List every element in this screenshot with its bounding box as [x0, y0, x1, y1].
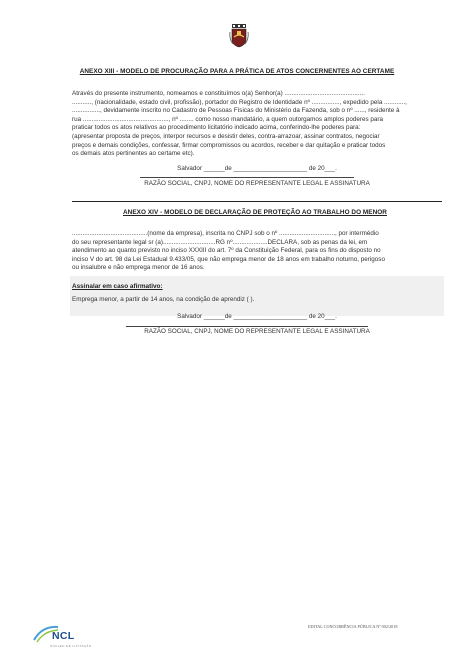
- annex-14-title: ANEXO XIV - MODELO DE DECLARAÇÃO DE PROTEÇÃO AO TRABALHO DO MENOR: [123, 209, 387, 216]
- annex-13-line: os demais atos pertinentes ao certame etc).: [72, 150, 195, 158]
- annex-14-signature-label: RAZÃO SOCIAL, CNPJ, NOME DO REPRESENTANTE LEGAL E ASSINATURA: [144, 328, 370, 335]
- annex-13-title: ANEXO XIII - MODELO DE PROCURAÇÃO PARA A PRÁTICA DE ATOS CONCERNENTES AO CERTAME: [79, 68, 395, 75]
- annex-14-line: ...........................................(nome da empresa), inscrita no CNPJ sob o nº ................................, por intermédio: [72, 230, 379, 237]
- annex-13-line: praticar todos os atos relativos ao procedimento licitatório indicado acima, conferindo-lhe poderes para:: [72, 124, 361, 132]
- logo-text: NCL: [52, 630, 75, 642]
- coat-of-arms-icon: [229, 24, 249, 48]
- section-divider: [72, 201, 442, 202]
- annex-14-signature-rule: [126, 326, 368, 327]
- annex-13-line: ..........., (nacionalidade, estado civil, profissão), portador do Registro de Identidade nº ................, expedido pela ............,: [72, 98, 407, 106]
- annex-13-line: preços e demais condições, confessar, firmar compromissos ou acordos, receber e dar quitação e praticar todos: [72, 141, 386, 149]
- annex-13-line: Através do presente instrumento, nomeamos e constituímos o(a) Senhor(a) ..............................................: [72, 90, 365, 97]
- annex-14-line: inciso V do art. 98 da Lei Estadual 9.433/05, que não emprega menor de 18 anos em trabalho noturno, perigoso: [72, 255, 385, 263]
- annex-13-line: ................, devidamente inscrito no Cadastro de Pessoas Físicas do Ministério da Fazenda, sob o nº ......, residente à: [72, 107, 400, 115]
- footer-edital: EDITAL CONCORRÊNCIA PÚBLICA Nº 002/2018: [308, 624, 398, 629]
- annex-14-line: atendimento ao quanto previsto no inciso XXXIII do art. 7º da Constituição Federal, para os fins do disposto no: [72, 247, 381, 255]
- annex-14-line: ou insalubre e não emprega menor de 16 anos.: [72, 264, 205, 272]
- annex-13-body: [72, 90, 442, 159]
- annex-14-body: [72, 230, 442, 273]
- annex-13-signature-rule: [140, 177, 354, 178]
- assinalar-label: Assinalar em caso afirmativo:: [72, 283, 163, 290]
- aprendiz-line: Emprega menor, a partir de 14 anos, na condição de aprendiz ( ).: [72, 296, 255, 303]
- logo-subtext: NÚCLEO DE LICITAÇÃO: [50, 644, 92, 648]
- annex-14-date-line: Salvador ______de _____________________ de 20___.: [177, 313, 337, 320]
- annex-13-date-line: Salvador ______de _____________________ de 20___.: [177, 165, 337, 172]
- annex-13-line: rua ................................................., nº ........ como nosso mandatário, a quem outorgamos amplos poderes para: [72, 115, 383, 123]
- annex-14-line: do seu representante legal sr (a)..............................RG nº....................DECLARA, sob as penas da lei, em: [72, 238, 368, 246]
- annex-13-line: (apresentar proposta de preços, interpor recursos e desistir deles, contra-arrazoar, assinar contratos, negociar: [72, 132, 380, 140]
- annex-13-signature-label: RAZÃO SOCIAL, CNPJ, NOME DO REPRESENTANTE LEGAL E ASSINATURA: [144, 180, 370, 187]
